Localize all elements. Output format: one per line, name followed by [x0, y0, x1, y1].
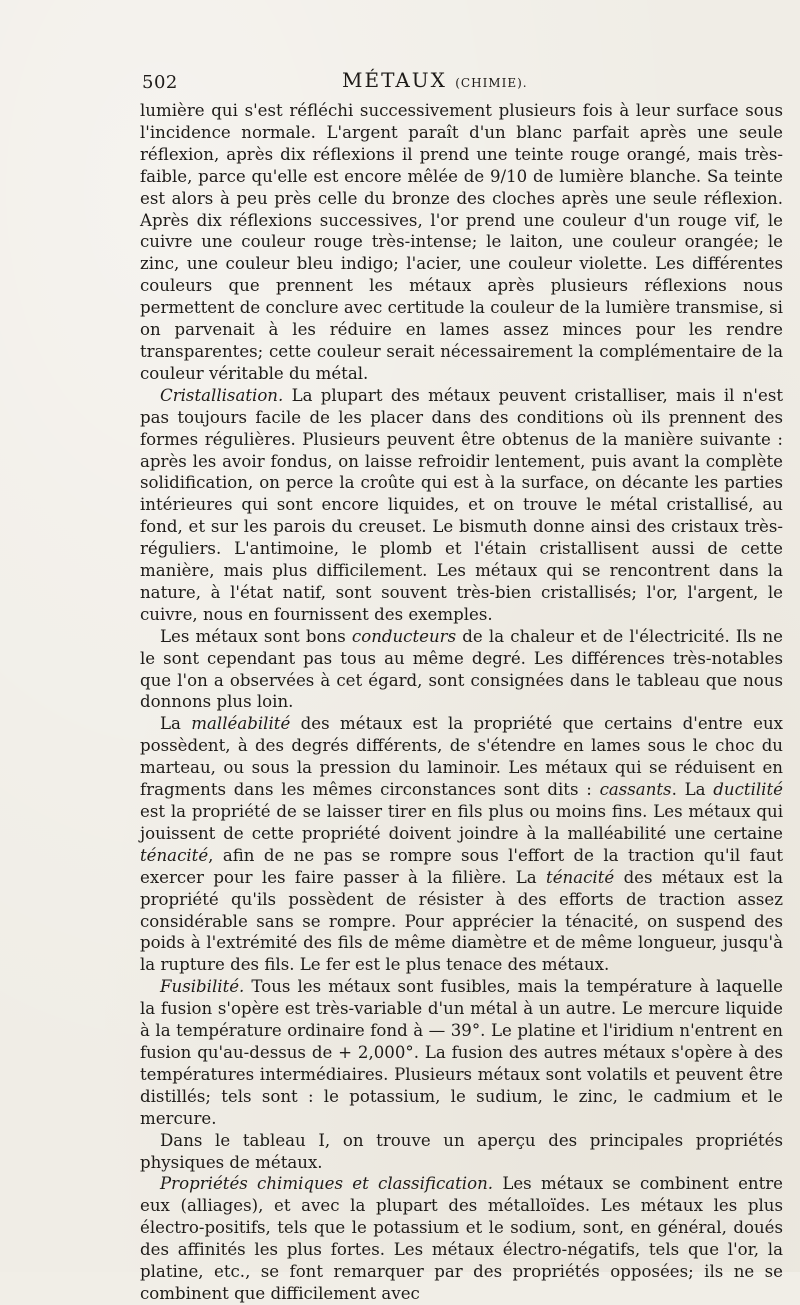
- text-run: Tous les métaux sont fusibles, mais la température à laquelle la fusion s'opère est très-variable d'un métal à un autre. Le mercure liquide à la température ordinaire fond à — 39°. Le platine et l'iridium n'entrent en fusion qu'au-dessus de + 2,000°. La fusion des autres métaux s'opère à des températures intermédiaires. Plusieurs métaux sont volatils et peuvent être distillés; tels sont : le potassium, le sudium, le zinc, le cadmium et le mercure.: [140, 977, 783, 1128]
- text-run: , afin de ne pas se rompre sous l'effort de la traction qu'il faut exercer pour les faire passer à la filière. La: [140, 845, 783, 887]
- paragraph-proprietes-chimiques: [140, 1173, 783, 1304]
- paragraph-fusibilite: [140, 976, 783, 1129]
- running-title: [342, 68, 528, 92]
- text-run: des métaux est la propriété que certains d'entre eux possèdent, à des degrés différents, de s'étendre en lames sous le choc du marteau, ou sous la pression du laminoir. Les métaux qui se réduisent en fragments dans les mêmes circonstances sont dits :: [140, 714, 783, 800]
- italic-term: cassants: [599, 780, 672, 800]
- text-run: . La: [671, 780, 714, 800]
- italic-term: ductilité: [713, 780, 783, 800]
- text-run: Les métaux sont bons: [160, 626, 352, 646]
- paragraph-cristallisation: [140, 385, 783, 626]
- paragraph: [140, 100, 783, 385]
- text-run: La plupart des métaux peuvent cristalliser, mais il n'est pas toujours facile de les placer dans des conditions où ils prennent des formes régulières. Plusieurs peuvent être obtenus de la manière suivante : après les avoir fondus, on laisse refroidir lentement, puis avant la complète solidification, on perce la croûte qui est à la surface, on décante les parties intérieures qui sont encore liquides, et on trouve le métal cristallisé, au fond, et sur les parois du creuset. Le bismuth donne ainsi des cristaux très-réguliers. L'antimoine, le plomb et l'étain cristallisent aussi de cette manière, mais plus difficilement. Les métaux qui se rencontrent dans la nature, à l'état natif, sont souvent très-bien cristallisés; l'or, l'argent, le cuivre, nous en fournissent des exemples.: [140, 385, 783, 624]
- paragraph-malleabilite: [140, 713, 783, 976]
- text-run: Dans le tableau I, on trouve un aperçu des principales propriétés physiques de métaux.: [140, 1130, 783, 1172]
- text-run: lumière qui s'est réfléchi successivement plusieurs fois à leur surface sous l'incidence normale. L'argent paraît d'un blanc parfait après une seule réflexion, après dix réflexions il prend une teinte rouge orangé, mais très-faible, parce qu'elle est encore mêlée de 9/10 de lumière blanche. Sa teinte est alors à peu près celle du bronze des cloches après une seule réflexion. Après dix réflexions successives, l'or prend une couleur d'un rouge vif, le cuivre une couleur rouge très-intense; le laiton, une couleur orangée; le zinc, une couleur bleu indigo; l'acier, une couleur violette. Les différentes couleurs que prennent les métaux après plusieurs réflexions nous permettent de conclure avec certitude la couleur de la lumière transmise, si on parvenait à les réduire en lames assez minces pour les rendre transparentes; cette couleur serait nécessairement la complémentaire de la couleur véritable du métal.: [140, 101, 783, 383]
- italic-term: Cristallisation.: [160, 385, 284, 405]
- italic-term: ténacité: [546, 867, 615, 887]
- paragraph-tableau: [140, 1130, 783, 1174]
- body-text: [140, 100, 783, 1305]
- page-number: 502: [142, 72, 178, 93]
- italic-term: conducteurs: [351, 626, 457, 646]
- paragraph-conducteurs: [140, 626, 783, 714]
- text-run: La: [160, 714, 192, 734]
- italic-term: Propriétés chimiques et classification.: [160, 1174, 494, 1194]
- italic-term: ténacité: [140, 845, 209, 865]
- italic-term: malléabilité: [191, 714, 291, 734]
- running-title-subtitle: (CHIMIE).: [455, 76, 528, 90]
- text-run: est la propriété de se laisser tirer en fils plus ou moins fins. Les métaux qui jouissent de cette propriété doivent joindre à la malléabilité une certaine: [140, 802, 783, 843]
- text-run: Les métaux se combinent entre eux (alliages), et avec la plupart des métalloïdes. Les métaux les plus électro-positifs, tels que le potassium et le sodium, sont, en général, doués des affinités les plus fortes. Les métaux électro-négatifs, tels que l'or, la platine, etc., se font remarquer par des propriétés opposées; ils ne se combinent que difficilement avec: [140, 1174, 783, 1303]
- running-title-main: MÉTAUX: [342, 68, 447, 92]
- text-run: des métaux est la propriété qu'ils possèdent de résister à des efforts de traction assez considérable sans se rompre. Pour apprécier la ténacité, on suspend des poids à l'extrémité des fils de même diamètre et de même longueur, jusqu'à la rupture des fils. Le fer est le plus tenace des métaux.: [140, 867, 783, 975]
- page-header: [142, 68, 782, 98]
- italic-term: Fusibilité.: [160, 977, 245, 997]
- text-run: de la chaleur et de l'électricité. Ils ne le sont cependant pas tous au même degré. Les différences très-notables que l'on a observées à cet égard, sont consignées dans le tableau que nous donnons plus loin.: [140, 626, 783, 712]
